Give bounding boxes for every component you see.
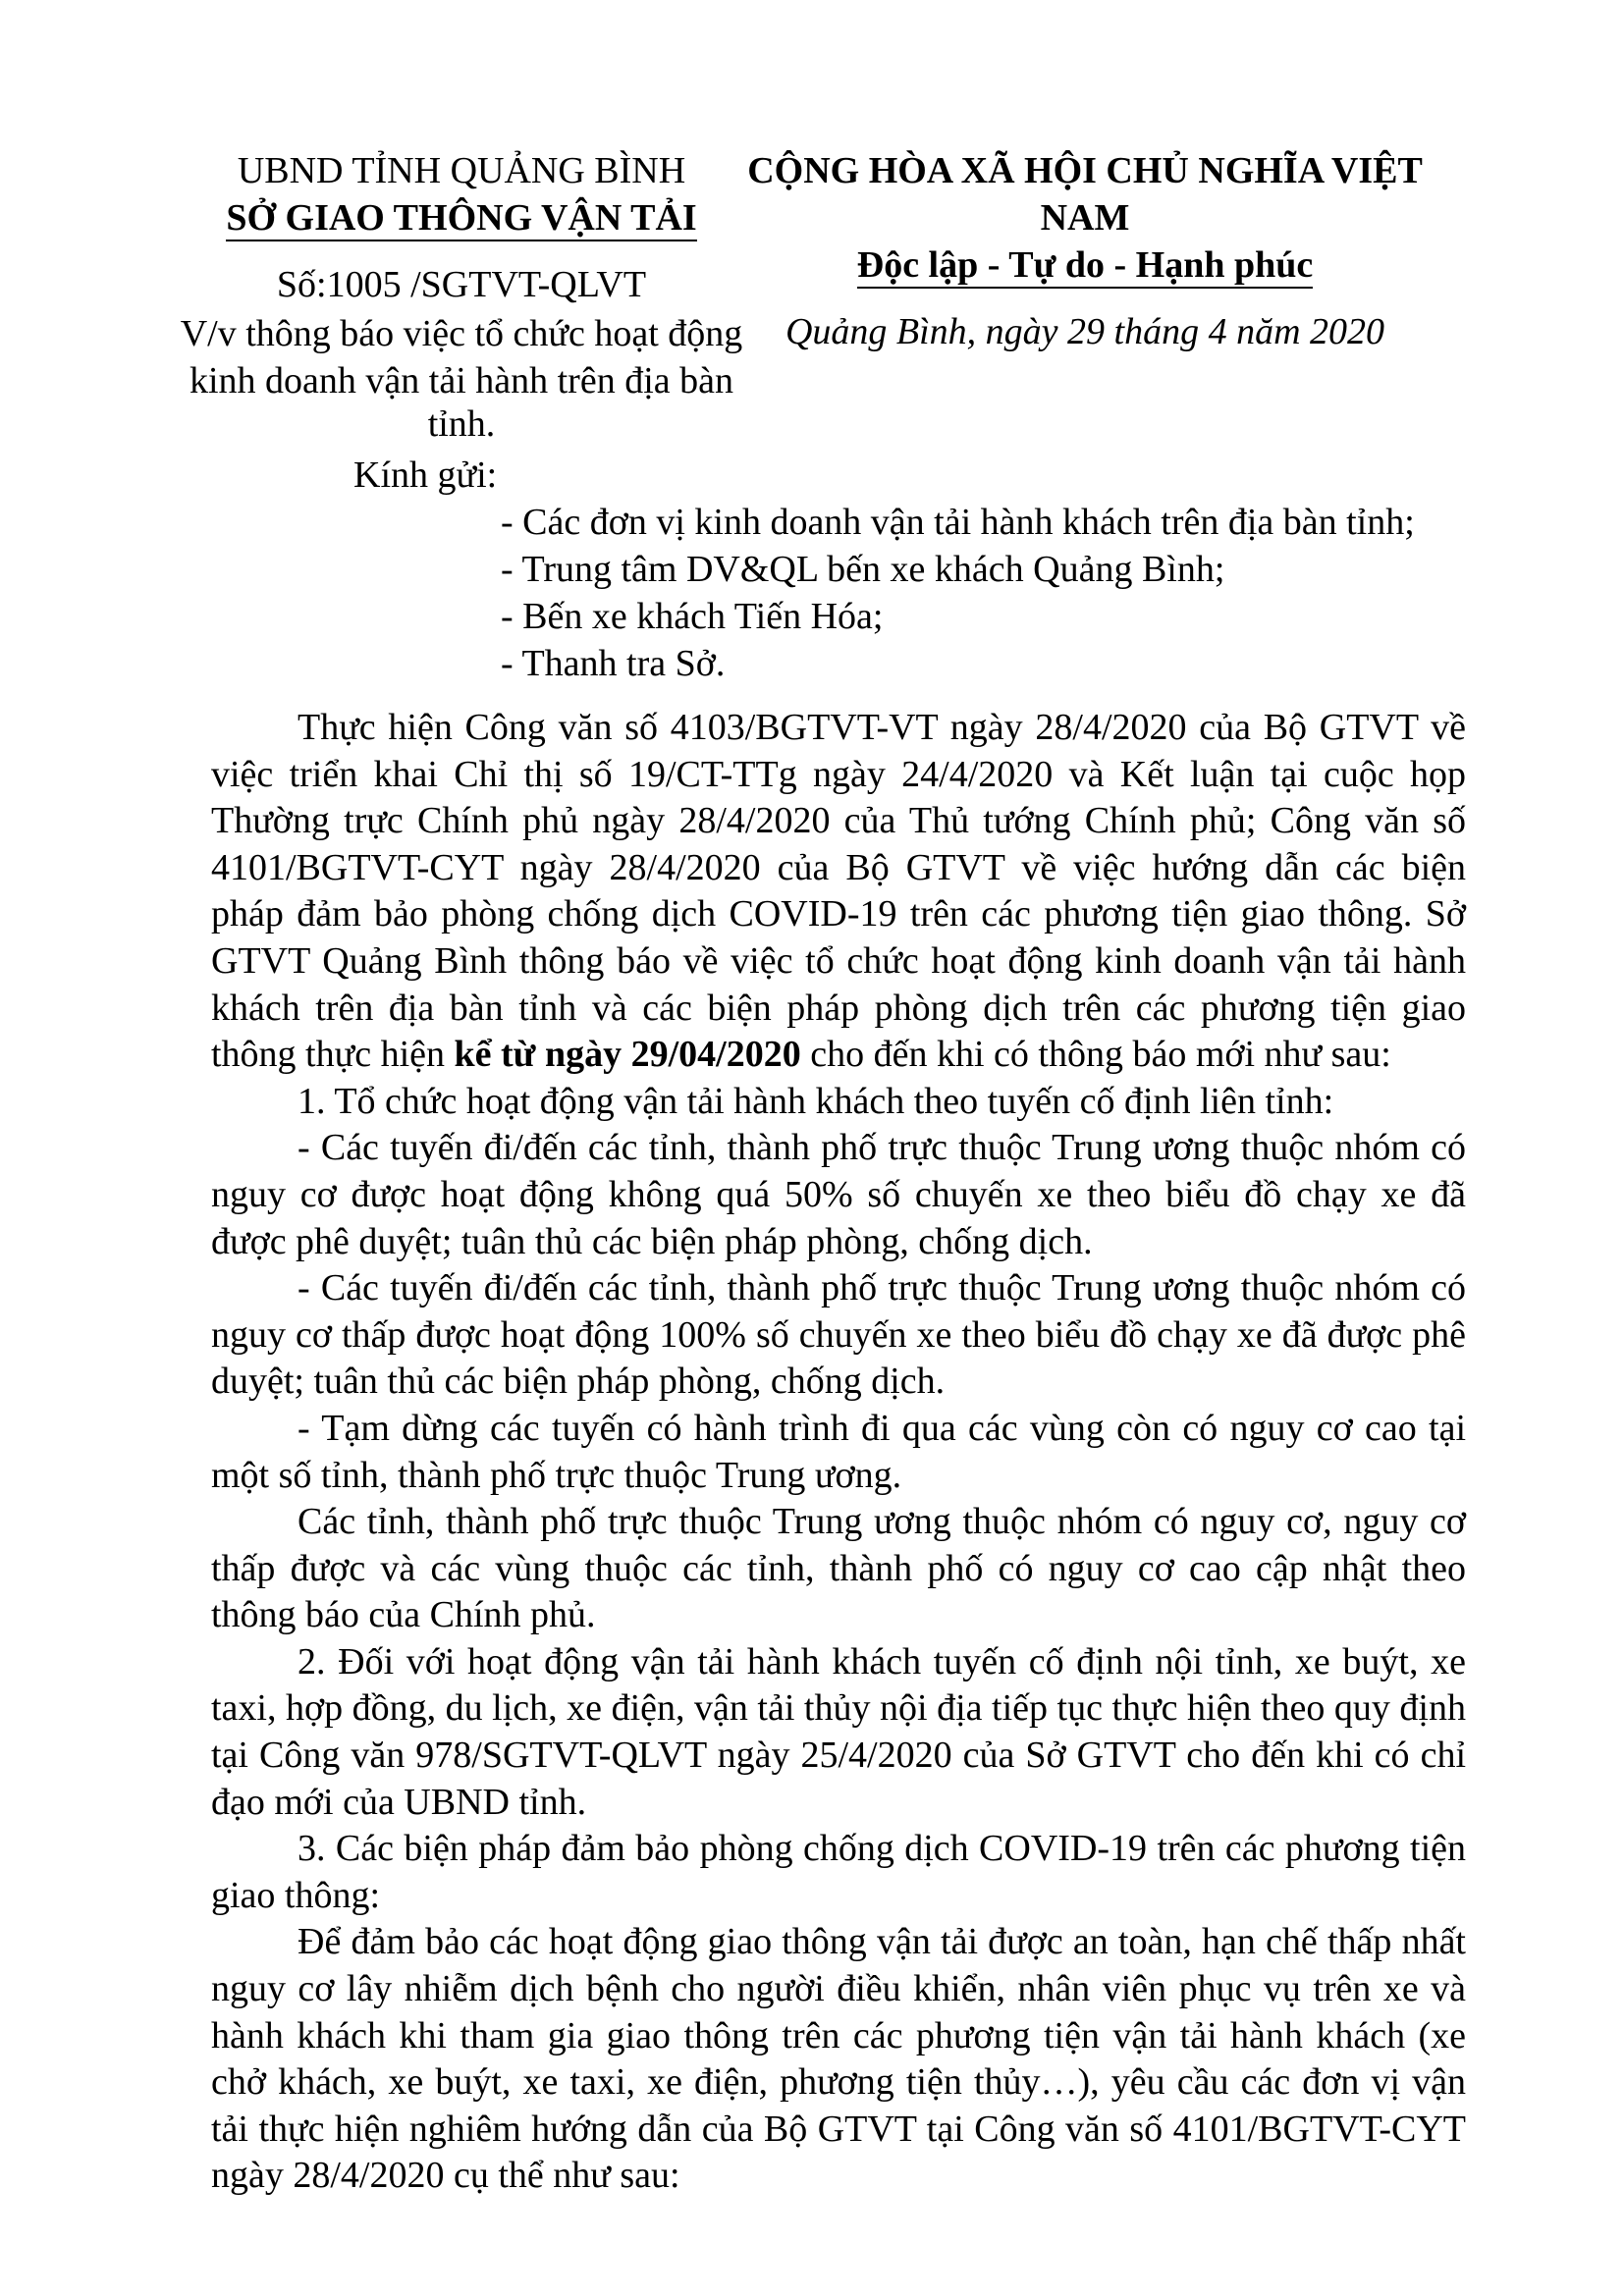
section-1-item-c: - Tạm dừng các tuyến có hành trình đi qua các vùng còn có nguy cơ cao tại một số tỉnh, thành phố trực thuộc Trung ương.: [211, 1407, 1466, 1496]
national-header-block: [707, 147, 1463, 355]
document-regarding-line-2: kinh doanh vận tải hành trên địa bàn tỉnh.: [189, 360, 733, 445]
document-regarding-line-1: V/v thông báo việc tổ chức hoạt động: [180, 313, 743, 354]
recipient-item: - Bến xe khách Tiến Hóa;: [501, 596, 884, 637]
country-name: CỘNG HÒA XÃ HỘI CHỦ NGHĨA VIỆT NAM: [747, 150, 1423, 239]
section-1-note: Các tỉnh, thành phố trực thuộc Trung ương thuộc nhóm có nguy cơ, nguy cơ thấp được và các vùng thuộc các tỉnh, thành phố có nguy cơ cao cập nhật theo thông báo của Chính phủ.: [211, 1501, 1466, 1636]
section-1-title: 1. Tổ chức hoạt động vận tải hành khách theo tuyến cố định liên tỉnh:: [298, 1080, 1334, 1122]
section-3-body: Để đảm bảo các hoạt động giao thông vận tải được an toàn, hạn chế thấp nhất nguy cơ lây nhiễm dịch bệnh cho người điều khiển, nhân viên phục vụ trên xe và hành khách khi tham gia giao thông trên các phương tiện vận tải hành khách (xe chở khách, xe buýt, xe taxi, xe điện, phương tiện thủy…), yêu cầu các đơn vị vận tải thực hiện nghiêm hướng dẫn của Bộ GTVT tại Công văn số 4101/BGTVT-CYT ngày 28/4/2020 cụ thể như sau:: [211, 1921, 1466, 2197]
document-body: [211, 705, 1466, 2200]
section-1-item-a: - Các tuyến đi/đến các tỉnh, thành phố trực thuộc Trung ương thuộc nhóm có nguy cơ được hoạt động không quá 50% số chuyến xe theo biểu đồ chạy xe đã được phê duyệt; tuân thủ các biện pháp phòng, chống dịch.: [211, 1127, 1466, 1262]
intro-paragraph: [211, 705, 1466, 1079]
recipients-block: [353, 452, 1483, 687]
recipients-label: Kính gửi:: [353, 454, 498, 496]
intro-end-text: cho đến khi có thông báo mới như sau:: [810, 1034, 1391, 1076]
intro-text: Thực hiện Công văn số 4103/BGTVT-VT ngày 28/4/2020 của Bộ GTVT về việc triển khai Chỉ thị số 19/CT-TTg ngày 24/4/2020 và Kết luận tại cuộc họp Thường trực Chính phủ ngày 28/4/2020 của Thủ tướng Chính phủ; Công văn số 4101/BGTVT-CYT ngày 28/4/2020 của Bộ GTVT về việc hướng dẫn các biện pháp đảm bảo phòng chống dịch COVID-19 trên các phương tiện giao thông. Sở GTVT Quảng Bình thông báo về việc tổ chức hoạt động kinh doanh vận tải hành khách trên địa bàn tỉnh và các biện pháp phòng dịch trên các phương tiện giao thông thực hiện: [211, 707, 1466, 1076]
recipient-item: - Trung tâm DV&QL bến xe khách Quảng Bình;: [501, 549, 1225, 590]
section-1-item-b: - Các tuyến đi/đến các tỉnh, thành phố trực thuộc Trung ương thuộc nhóm có nguy cơ thấp được hoạt động 100% số chuyến xe theo biểu đồ chạy xe đã được phê duyệt; tuân thủ các biện pháp phòng, chống dịch.: [211, 1267, 1466, 1403]
section-2: 2. Đối với hoạt động vận tải hành khách tuyến cố định nội tỉnh, xe buýt, xe taxi, hợp đồng, du lịch, xe điện, vận tải thủy nội địa tiếp tục thực hiện theo quy định tại Công văn 978/SGTVT-QLVT ngày 25/4/2020 của Sở GTVT cho đến khi có chỉ đạo mới của UBND tỉnh.: [211, 1640, 1466, 1823]
issuer-authority: UBND TỈNH QUẢNG BÌNH: [237, 150, 686, 191]
section-3-title: 3. Các biện pháp đảm bảo phòng chống dịch COVID-19 trên các phương tiện giao thông:: [211, 1828, 1466, 1916]
place-and-date: Quảng Bình, ngày 29 tháng 4 năm 2020: [785, 311, 1385, 352]
issuer-department: SỞ GIAO THÔNG VẬN TẢI: [226, 196, 696, 241]
recipient-item: - Thanh tra Sở.: [501, 643, 726, 684]
national-motto: Độc lập - Tự do - Hạnh phúc: [857, 243, 1314, 289]
document-number: Số:1005 /SGTVT-QLVT: [276, 264, 647, 305]
intro-effective-date: kể từ ngày 29/04/2020: [454, 1034, 801, 1076]
recipient-item: - Các đơn vị kinh doanh vận tải hành khách trên địa bàn tỉnh;: [501, 502, 1415, 543]
issuer-block: [177, 147, 746, 446]
